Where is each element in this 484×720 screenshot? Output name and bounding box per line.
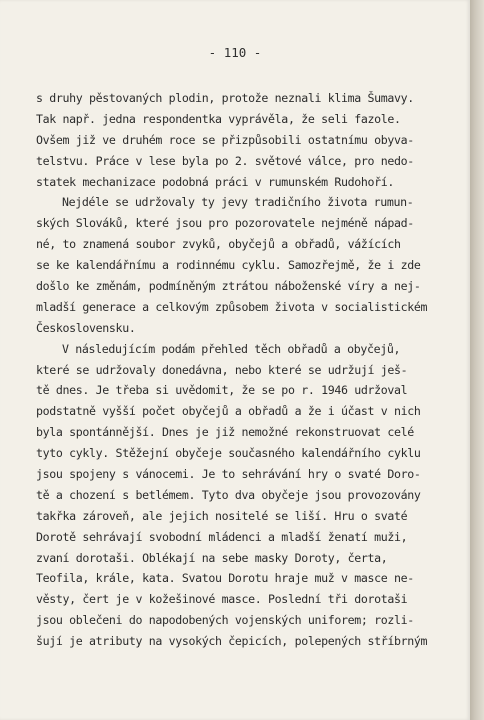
text-line: tě dnes. Je třeba si uvědomit, že se po r. 1946 udržoval <box>36 383 408 398</box>
text-line: Teofila, krále, kata. Svatou Dorotu hraje muž v masce ne- <box>36 571 414 586</box>
text-line: Dorotě sehrávají svobodní mládenci a mladší ženatí muži, <box>36 529 408 544</box>
text-line: mladší generace a celkovým způsobem života v socialistickém <box>36 299 428 314</box>
text-line: se ke kalendářnímu a rodinnému cyklu. Samozřejmě, že i zde <box>36 258 421 273</box>
body-text <box>36 88 456 652</box>
text-line: podstatně vyšší počet obyčejů a obřadů a že i účast v nich <box>36 404 421 419</box>
text-line: Nejdéle se udržovaly ty jevy tradičního života rumun- <box>62 195 414 210</box>
text-line: Tak např. jedna respondentka vyprávěla, že seli fazole. <box>36 111 401 126</box>
text-line: né, to znamená soubor zvyků, obyčejů a obřadů, vážících <box>36 237 401 252</box>
text-line: došlo ke změnám, podmíněným ztrátou náboženské víry a nej- <box>36 279 421 294</box>
text-line: tě a chození s betlémem. Tyto dva obyčeje jsou provozovány <box>36 487 421 502</box>
text-line: jsou oblečeni do napodobených vojenských uniforem; rozli- <box>36 613 414 628</box>
text-line: ských Slováků, které jsou pro pozorovatele nejméně nápad- <box>36 216 414 231</box>
text-line: telstvu. Práce v lese byla po 2. světové válce, pro nedo- <box>36 153 414 168</box>
text-line: s druhy pěstovaných plodin, protože neznali klima Šumavy. <box>36 91 414 105</box>
text-line: jsou spojeny s vánocemi. Je to sehrávání hry o svaté Doro- <box>36 467 421 482</box>
text-line: statek mechanizace podobná práci v rumunském Rudohoří. <box>36 174 395 189</box>
page-number: - 110 - <box>208 45 262 60</box>
text-line: které se udržovaly donedávna, nebo které se udržují ješ- <box>36 362 408 377</box>
text-line: byla spontánnější. Dnes je již nemožné rekonstruovat celé <box>36 425 414 440</box>
text-line: zvaní dorotaši. Oblékají na sebe masky Doroty, čerta, <box>36 550 388 565</box>
text-line: tyto cykly. Stěžejní obyčeje současného kalendářního cyklu <box>36 446 421 461</box>
text-line: V následujícím podám přehled těch obřadů a obyčejů, <box>62 341 401 356</box>
page-edge <box>470 0 484 720</box>
text-line: takřka zároveň, ale jejich nositelé se liší. Hru o svaté <box>36 508 408 523</box>
text-line: šují je atributy na vysokých čepicích, polepených stříbrným <box>36 634 428 649</box>
text-line: Československu. <box>36 320 136 335</box>
text-line: věsty, čert je v kožešinové masce. Poslední tři dorotaši <box>36 592 408 607</box>
text-line: Ovšem již ve druhém roce se přizpůsobili ostatnímu obyva- <box>36 132 414 147</box>
